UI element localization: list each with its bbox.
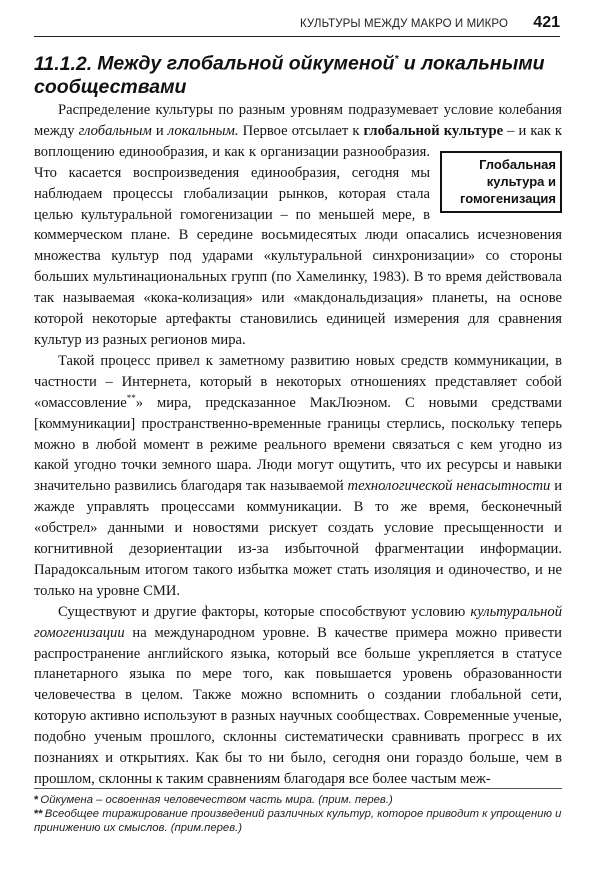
p2-italic-term: технологической ненасытности bbox=[347, 478, 551, 495]
p1-text-c: Первое отсылает к bbox=[238, 122, 364, 139]
paragraph-3 bbox=[34, 602, 562, 790]
footnote-1-mark: * bbox=[34, 794, 39, 806]
paragraph-1 bbox=[34, 100, 562, 351]
footnote-1 bbox=[34, 793, 562, 807]
p1-italic-local: локальным. bbox=[167, 122, 239, 139]
p1-bold-term: глобальной культуре bbox=[363, 122, 504, 139]
page-number: 421 bbox=[533, 14, 560, 31]
running-header bbox=[34, 14, 560, 37]
p3-text-b: на международном уровне. В качестве примера можно привести распространение английского языка, который все больше укрепляется в статусе планетарного языка по мере того, как повышается уровень образованности человечества в целом. Также можно вспомнить о создании глобальной сети, которую активно используют в разных научных сообществах. Современные ученые, подобно ученым прошлого, склонны систематически сравнивать прогресс в их познаниях и открытиях. Как бы то ни было, сегодня они гораздо больше, чем в прошлом, склонны к таким сравнениям благодаря все более частым меж- bbox=[34, 624, 562, 787]
p2-text-a: Такой процесс привел к заметному развитию новых средств коммуникации, в частности – Интернета, который в некоторых отношениях представляет собой «омассовление bbox=[34, 352, 562, 411]
body-text bbox=[34, 100, 562, 790]
running-header-title: КУЛЬТУРЫ МЕЖДУ МАКРО И МИКРО bbox=[299, 18, 508, 30]
p1-text-a: Распределение культуры по разным уровням подразумевает условие колебания между bbox=[34, 102, 562, 139]
p1-italic-global: глобальным bbox=[78, 122, 152, 139]
section-heading bbox=[34, 48, 554, 99]
paragraph-2 bbox=[34, 351, 562, 602]
footnote-2-text: Всеобщее тиражирование произведений различных культур, которое приводит к упрощению и принижению их смыслов. (прим.перев.) bbox=[34, 808, 562, 834]
footnote-ref-1: * bbox=[394, 54, 399, 65]
footnotes bbox=[34, 788, 562, 835]
footnote-2-mark: ** bbox=[34, 808, 43, 820]
sidebar-note: Глобальная культура и гомогенизация bbox=[440, 151, 562, 213]
p2-text-b: » мира, предсказанное МакЛюэном. С новыми средствами [коммуникации] пространственно-временные границы стерлись, поскольку теперь можно в любой момент в режиме реального времени связаться с кем угодно из какой угодно точки земного шара. Люди могут ощутить, что их ресурсы и навыки значительно развились благодаря так называемой bbox=[34, 394, 562, 495]
footnote-2 bbox=[34, 807, 562, 835]
footnote-ref-2: ** bbox=[126, 392, 136, 403]
section-title: Между глобальной ойкуменой bbox=[97, 52, 395, 75]
section-number: 11.1.2. bbox=[34, 52, 93, 75]
p3-text-a: Существуют и другие факторы, которые способствуют условию bbox=[58, 603, 471, 620]
p2-text-c: и жажде управлять процессами коммуникации. В то же время, бесконечный «обстрел» данными и новостями рискует создать условие пресыщенности и когнитивной дезориентации из-за избыточной фрагментации информации. Парадоксальным итогом такого избытка может стать изоляция и одиночество, и не только на уровне СМИ. bbox=[34, 478, 563, 599]
p1-text-d: – и как к воплощению единообразия, и как к организации разнообразия. Что касается воспроизведения единообразия, сегодня мы наблюдаем процессы глобализации рынков, которая стала целью культуральной гомогенизации – по меньшей мере, в коммерческом плане. В середине восьмидесятых люди опасались исчезновения множества культур под ударами «культуральной синхронизации» со стороны больших мультинациональных групп (по Хамелинку, 1983). В то время действовала так называемая «кока-колизация» или «макдональдизация» планеты, на основе которой некоторые артефакты становились единицей измерения для сравнения культур из разных регионов мира. bbox=[34, 122, 562, 348]
footnote-1-text: Ойкумена – освоенная человечеством часть мира. (прим. перев.) bbox=[40, 794, 393, 806]
p3-italic-term: культуральной гомогенизации bbox=[34, 603, 562, 641]
p1-text-b: и bbox=[151, 122, 168, 139]
section-title-rest: и локальными сообществами bbox=[34, 52, 545, 98]
